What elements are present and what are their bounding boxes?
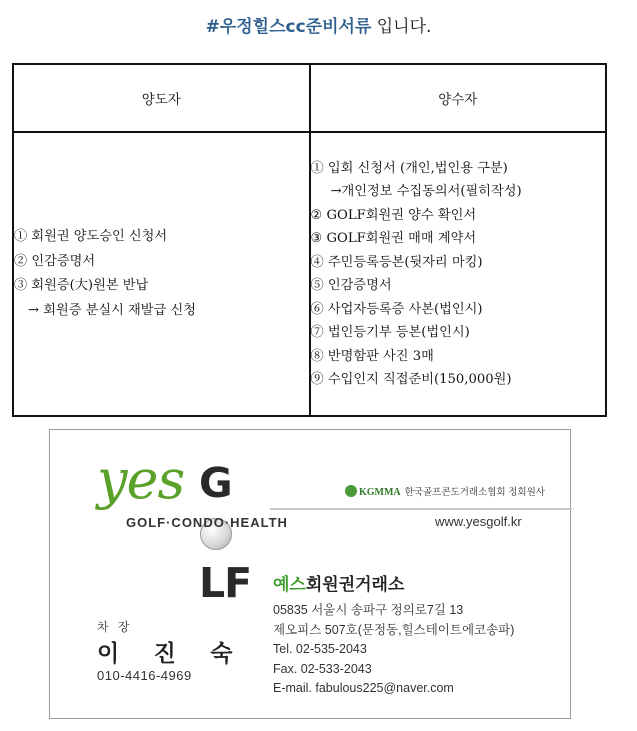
company-rest: 회원권거래소 xyxy=(305,575,405,594)
list-item: → 회원증 분실시 재발급 신청 xyxy=(28,302,196,318)
table-body-row xyxy=(13,132,606,416)
association-abbr: KGMMA xyxy=(359,487,401,498)
address-line-2: 제오피스 507호(문정동,힐스테이트에코송파) xyxy=(273,622,515,637)
buyer-cell xyxy=(310,132,607,416)
mobile-number[interactable]: 010-4416-4969 xyxy=(97,668,192,683)
tagline: GOLF·CONDO·HEALTH xyxy=(126,515,288,530)
seller-list xyxy=(14,225,309,323)
association-emblem-icon xyxy=(345,485,357,497)
heading-suffix: 입니다. xyxy=(371,17,432,37)
company-name xyxy=(273,570,404,595)
person-name: 이 진 숙 xyxy=(97,640,247,666)
business-card xyxy=(49,429,571,719)
contact-info xyxy=(273,601,514,699)
logo-yes-text: yes xyxy=(97,448,185,511)
list-item: ⑧ 반명함판 사진 3매 xyxy=(310,348,434,364)
logo-g: G xyxy=(199,459,232,507)
list-item: →개인정보 수집동의서(필히작성) xyxy=(330,184,522,199)
divider xyxy=(270,508,572,510)
list-item: ④ 주민등록등본(뒷자리 마킹) xyxy=(310,254,483,270)
seller-cell xyxy=(13,132,310,416)
job-title: 차 장 xyxy=(97,620,133,634)
list-item: ② GOLF회원권 양수 확인서 xyxy=(310,207,477,223)
list-item: ② 인감증명서 xyxy=(14,253,96,269)
list-item: ① 입회 신청서 (개인,법인용 구분) xyxy=(310,160,508,176)
list-item: ⑨ 수입인지 직접준비(150,000원) xyxy=(310,372,512,387)
list-item: ③ 회원증(大)원본 반납 xyxy=(14,278,149,293)
header-buyer: 양수자 xyxy=(310,64,607,132)
association-badge xyxy=(345,484,545,498)
website-link[interactable]: www.yesgolf.kr xyxy=(435,514,522,529)
list-item: ① 회원권 양도승인 신청서 xyxy=(14,229,168,244)
header-seller: 양도자 xyxy=(13,64,310,132)
email-address[interactable]: E-mail. fabulous225@naver.com xyxy=(273,681,454,695)
list-item: ⑤ 인감증명서 xyxy=(310,278,392,293)
list-item: ⑥ 사업자등록증 사본(법인시) xyxy=(310,301,483,317)
list-item: ⑦ 법인등기부 등본(법인시) xyxy=(310,325,470,340)
list-item: ③ GOLF회원권 매매 계약서 xyxy=(310,231,477,246)
tel-number[interactable]: Tel. 02-535-2043 xyxy=(273,642,367,656)
documents-table xyxy=(12,63,607,417)
association-text: 한국골프콘도거래소협회 정회원사 xyxy=(404,487,545,498)
logo-lf: LF xyxy=(199,559,252,607)
buyer-list xyxy=(311,157,606,392)
fax-number: Fax. 02-533-2043 xyxy=(273,661,372,676)
table-header-row xyxy=(13,64,606,132)
logo-golf-text xyxy=(199,458,251,608)
page-heading xyxy=(0,12,637,37)
hashtag[interactable]: #우정힐스cc준비서류 xyxy=(205,17,372,37)
company-brand: 예스 xyxy=(273,575,306,594)
address-line-1: 05835 서울시 송파구 정의로7길 13 xyxy=(273,603,464,617)
